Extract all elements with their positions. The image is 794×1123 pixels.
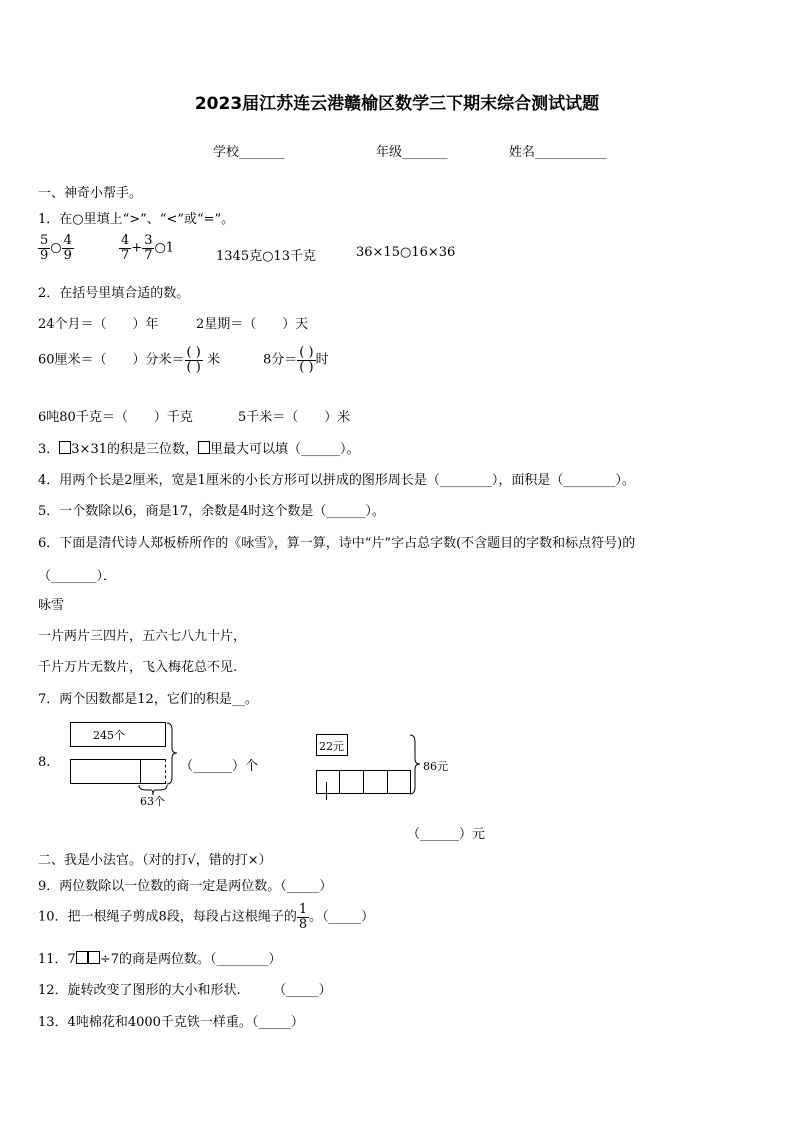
page-title: 2023届江苏连云港赣榆区数学三下期末综合测试试题 (194, 94, 600, 114)
q8-blank-2: （______）元 (407, 827, 486, 842)
segment-divider (363, 770, 364, 794)
blank-box-icon (76, 951, 88, 964)
question-2: 2．在括号里填合适的数。 (38, 286, 190, 301)
section-2-heading: 二、我是小法官。（对的打√，错的打×） (38, 853, 272, 868)
question-11: 11．7 ÷7的商是两位数。（________） (38, 952, 282, 967)
q8-blank-1: （______）个 (180, 759, 259, 774)
question-3: 3． 3×31的积是三位数， 里最大可以填（______）。 (38, 442, 360, 457)
price-box-label: 22元 (319, 740, 344, 753)
question-9: 9．两位数除以一位数的商一定是两位数。（_____） (38, 879, 333, 894)
question-4: 4．用两个长是2厘米，宽是1厘米的小长方形可以拼成的图形周长是（________），面积是（________）。 (38, 473, 635, 488)
bottom-bar-dashed-part (140, 759, 166, 784)
question-13: 13．4吨棉花和4000千克铁一样重。（_____） (38, 1015, 304, 1030)
question-1: 1．在○里填上“>”、“<”或“=”。 (38, 212, 235, 227)
q2-row2-b: 8分＝ $\frac{( )}{( )}$ 时 (263, 345, 329, 375)
segment-divider (339, 770, 340, 794)
question-10: 10．把一根绳子剪成8段，每段占这根绳子的 $\frac{1}{8}$ 。（_____） (38, 902, 375, 932)
question-8-number: 8. (38, 755, 51, 770)
total-label: 86元 (423, 760, 448, 773)
bottom-bar-label: 63个 (140, 795, 165, 808)
grade-field: 年级_______ (376, 145, 448, 160)
question-7: 7．两个因数都是12，它们的积是__。 (38, 692, 258, 707)
question-6-line1: 6．下面是清代诗人郑板桥所作的《咏雪》，算一算，诗中“片”字占总字数(不含题目的字数和标点符号)的 (38, 536, 636, 551)
blank-box-icon (59, 441, 71, 454)
top-bar-label: 245个 (93, 729, 125, 742)
poem-line-1: 一片两片三四片，五六七八九十片， (38, 629, 247, 644)
section-1-heading: 一、神奇小帮手。 (38, 186, 143, 201)
name-field: 姓名___________ (509, 145, 607, 160)
segment-divider (387, 770, 388, 794)
q2-row2-a: 60厘米＝（ ）分米＝ $\frac{( )}{( )}$ 米 (38, 345, 220, 375)
q2-row1-b: 2星期＝（ ）天 (196, 317, 309, 332)
q2-row3-b: 5千米＝（ ）米 (238, 410, 351, 425)
school-field: 学校_______ (213, 145, 285, 160)
right-brace (409, 734, 423, 796)
q1-expr-c: 1345克○13千克 (216, 249, 316, 264)
q1-expr-d: 36×15○16×36 (356, 245, 456, 260)
blank-box-icon (88, 951, 100, 964)
poem-title: 咏雪 (38, 598, 65, 613)
tick-mark (326, 782, 327, 800)
blank-box-icon (198, 441, 210, 454)
q2-row3-a: 6吨80千克＝（ ）千克 (38, 410, 193, 425)
poem-line-2: 千片万片无数片，飞入梅花总不见. (38, 660, 238, 675)
question-5: 5．一个数除以6，商是17，余数是4时这个数是（______）。 (38, 504, 385, 519)
question-12: 12．旋转改变了图形的大小和形状. （_____） (38, 983, 332, 998)
q1-expr-b: $\frac{4}{7}$ + $\frac{3}{7}$ ○1 (121, 233, 175, 263)
q1-expr-a: $\frac{5}{9}$ ○ $\frac{4}{9}$ (40, 233, 72, 263)
q2-row1-a: 24个月＝（ ）年 (38, 317, 159, 332)
right-brace (166, 722, 180, 786)
question-6-line2: （_______）． (38, 569, 117, 584)
